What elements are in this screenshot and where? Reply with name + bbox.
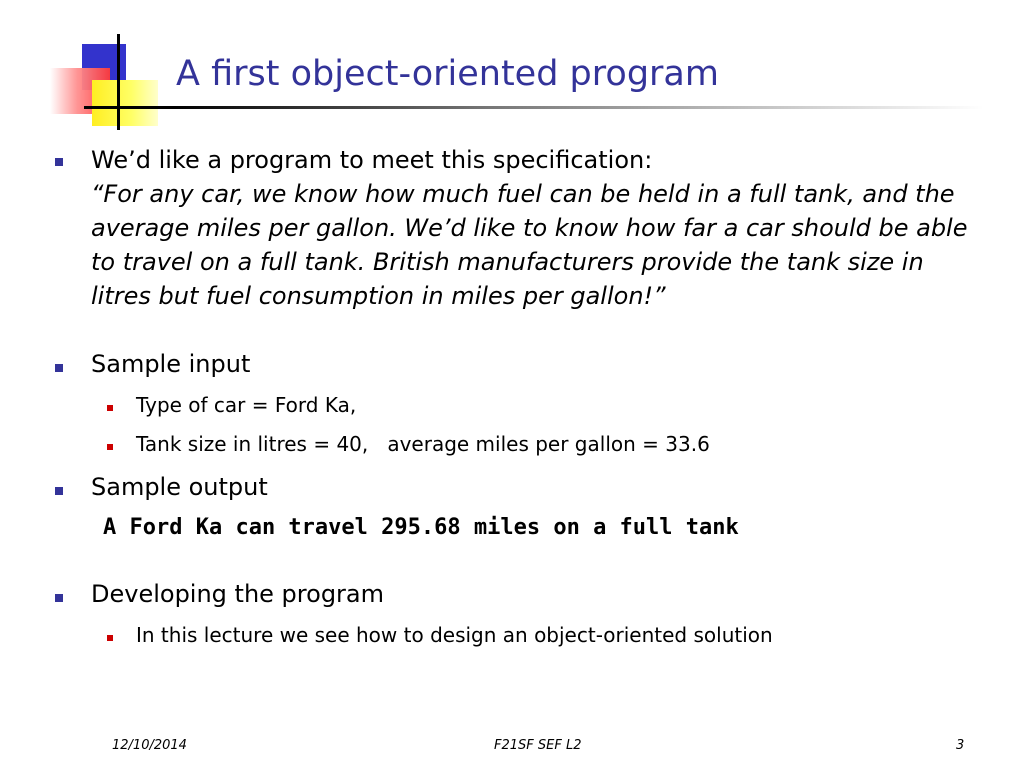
sub-bullet-marker (107, 444, 113, 450)
footer-page-number: 3 (956, 738, 965, 753)
bullet-text: We’d like a program to meet this specification: (91, 146, 653, 174)
footer-date: 12/10/2014 (112, 738, 187, 753)
bullet-text: Sample input (91, 350, 251, 378)
yellow-square (92, 80, 158, 126)
bullet-text: Developing the program (91, 580, 385, 608)
sample-output-code: A Ford Ka can travel 295.68 miles on a full tank (103, 515, 739, 540)
sub-bullet-text: Type of car = Ford Ka, (136, 393, 357, 417)
vertical-rule (117, 34, 120, 130)
specification-quote: “For any car, we know how much fuel can be held in a full tank, and the average miles per gallon. We’d like to know how far a car should be able to travel on a full tank. British manufacturers provide the tank size in litres but fuel consumption in miles per gallon!” (91, 180, 968, 310)
title-underline (84, 106, 984, 109)
sub-bullet-text: Tank size in litres = 40, average miles per gallon = 33.6 (136, 432, 710, 456)
sub-bullet-marker (107, 635, 113, 641)
logo-decoration (0, 0, 170, 140)
bullet-marker (55, 594, 63, 602)
bullet-marker (55, 158, 63, 166)
footer-course: F21SF SEF L2 (494, 738, 582, 753)
bullet-marker (55, 364, 63, 372)
bullet-marker (55, 487, 63, 495)
sub-bullet-marker (107, 405, 113, 411)
sub-bullet-text: In this lecture we see how to design an object-oriented solution (136, 623, 773, 647)
bullet-text: Sample output (91, 473, 268, 501)
slide-title: A first object-oriented program (176, 54, 719, 94)
